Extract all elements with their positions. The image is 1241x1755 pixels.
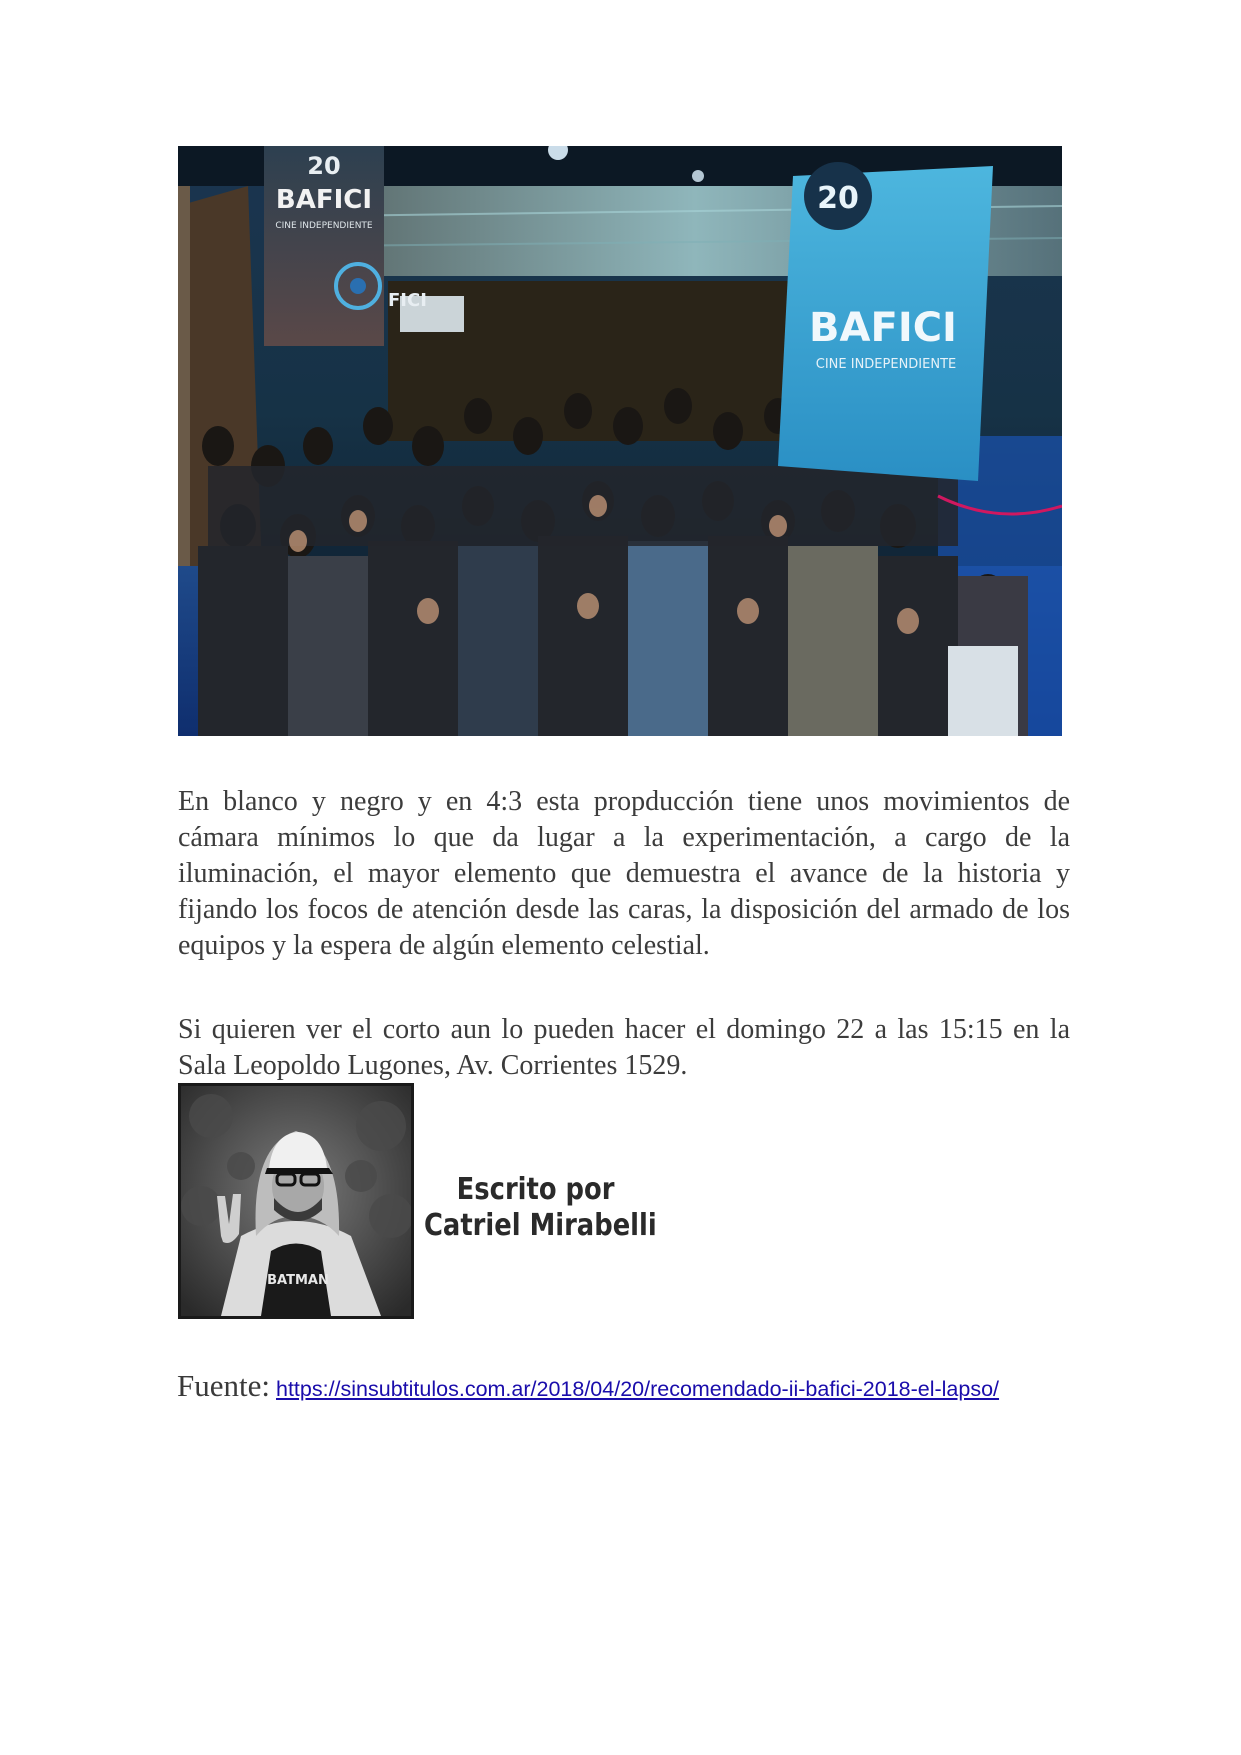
byline [424, 1172, 665, 1244]
source-line [177, 1368, 999, 1404]
byline-written-by: Escrito por [456, 1172, 615, 1207]
shirt-text: BATMAN [267, 1273, 329, 1288]
source-label: Fuente: [177, 1368, 270, 1403]
body-paragraph-2: Si quieren ver el corto aun lo pueden hacer el domingo 22 a las 15:15 en la Sala Leopoldo Lugones, Av. Corrientes 1529. [178, 1014, 1070, 1081]
body-paragraph-1: En blanco y negro y en 4:3 esta propducción tiene unos movimientos de cámara mínimos lo que da lugar a la experimentación, a cargo de la iluminación, el mayor elemento que demuestra el avance de la historia y fijando los focos de atención desde las caras, la disposición del armado de los equipos y la espera de algún elemento celestial. [178, 786, 1070, 961]
author-photo [178, 1083, 414, 1319]
wall-sign: FICI [388, 290, 427, 311]
byline-author-name: Catriel Mirabelli [424, 1208, 657, 1243]
event-photo [178, 146, 1062, 736]
left-banner-number: 20 [307, 152, 341, 180]
left-banner-title: BAFICI [275, 185, 373, 215]
source-link[interactable]: https://sinsubtitulos.com.ar/2018/04/20/recomendado-ii-bafici-2018-el-lapso/ [276, 1377, 1000, 1401]
left-banner-subtitle: CINE INDEPENDIENTE [275, 221, 373, 231]
right-banner-number: 20 [817, 181, 859, 216]
right-banner-title: BAFICI [809, 305, 957, 351]
right-banner-subtitle: CINE INDEPENDIENTE [815, 357, 957, 372]
